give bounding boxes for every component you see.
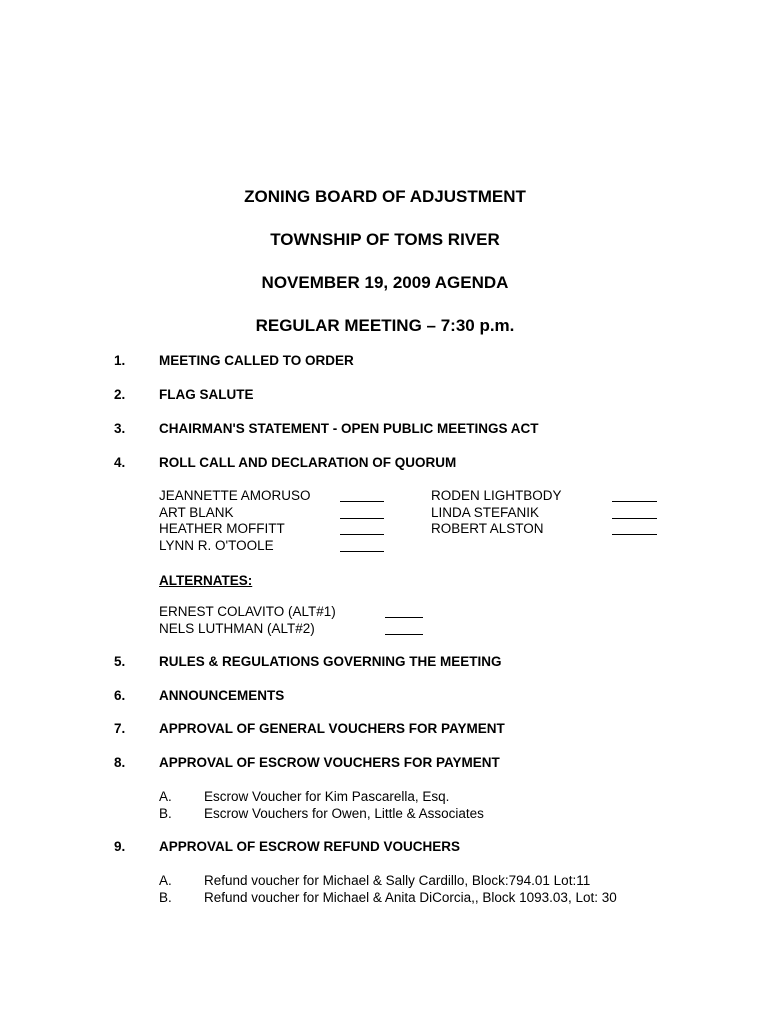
agenda-item-number: 5. <box>114 654 126 669</box>
attendance-blank <box>340 518 384 519</box>
board-title: ZONING BOARD OF ADJUSTMENT <box>244 187 526 206</box>
attendance-blank <box>612 501 657 502</box>
agenda-item-label: ROLL CALL AND DECLARATION OF QUORUM <box>159 455 457 470</box>
township-title: TOWNSHIP OF TOMS RIVER <box>270 230 500 249</box>
member-name: RODEN LIGHTBODY <box>431 488 562 503</box>
agenda-item-label: APPROVAL OF GENERAL VOUCHERS FOR PAYMENT <box>159 721 505 736</box>
attendance-blank <box>612 518 657 519</box>
agenda-item-number: 9. <box>114 839 126 854</box>
agenda-item-label: ANNOUNCEMENTS <box>159 688 285 703</box>
member-name: ERNEST COLAVITO (ALT#1) <box>159 604 336 619</box>
agenda-item-number: 7. <box>114 721 126 736</box>
sub-item-text: Escrow Voucher for Kim Pascarella, Esq. <box>204 789 450 804</box>
agenda-item-label: APPROVAL OF ESCROW REFUND VOUCHERS <box>159 839 461 854</box>
attendance-blank <box>385 617 423 618</box>
alternates-heading: ALTERNATES: <box>159 573 253 588</box>
attendance-blank <box>340 501 384 502</box>
agenda-item-label: FLAG SALUTE <box>159 387 254 402</box>
attendance-blank <box>340 551 384 552</box>
member-name: JEANNETTE AMORUSO <box>159 488 311 503</box>
agenda-item-number: 1. <box>114 353 126 368</box>
sub-item-letter: A. <box>159 873 172 888</box>
agenda-item-number: 2. <box>114 387 126 402</box>
attendance-blank <box>385 634 423 635</box>
member-name: HEATHER MOFFITT <box>159 521 285 536</box>
agenda-item-label: CHAIRMAN'S STATEMENT - OPEN PUBLIC MEETINGS ACT <box>159 421 539 436</box>
agenda-date-title: NOVEMBER 19, 2009 AGENDA <box>261 273 509 292</box>
sub-item-text: Refund voucher for Michael & Sally Cardillo, Block:794.01 Lot:11 <box>204 873 591 888</box>
member-name: LYNN R. O'TOOLE <box>159 538 274 553</box>
agenda-item-label: RULES & REGULATIONS GOVERNING THE MEETING <box>159 654 502 669</box>
meeting-time-title: REGULAR MEETING – 7:30 p.m. <box>255 316 515 335</box>
agenda-item-label: MEETING CALLED TO ORDER <box>159 353 354 368</box>
member-name: ART BLANK <box>159 505 234 520</box>
sub-item-letter: B. <box>159 890 172 905</box>
agenda-item-number: 8. <box>114 755 126 770</box>
member-name: NELS LUTHMAN (ALT#2) <box>159 621 315 636</box>
sub-item-letter: A. <box>159 789 172 804</box>
attendance-blank <box>340 534 384 535</box>
sub-item-text: Refund voucher for Michael & Anita DiCorcia,, Block 1093.03, Lot: 30 <box>204 890 617 905</box>
attendance-blank <box>612 534 657 535</box>
agenda-item-number: 4. <box>114 455 126 470</box>
agenda-item-label: APPROVAL OF ESCROW VOUCHERS FOR PAYMENT <box>159 755 500 770</box>
agenda-item-number: 6. <box>114 688 126 703</box>
member-name: LINDA STEFANIK <box>431 505 540 520</box>
member-name: ROBERT ALSTON <box>431 521 544 536</box>
agenda-item-number: 3. <box>114 421 126 436</box>
sub-item-letter: B. <box>159 806 172 821</box>
sub-item-text: Escrow Vouchers for Owen, Little & Associates <box>204 806 484 821</box>
